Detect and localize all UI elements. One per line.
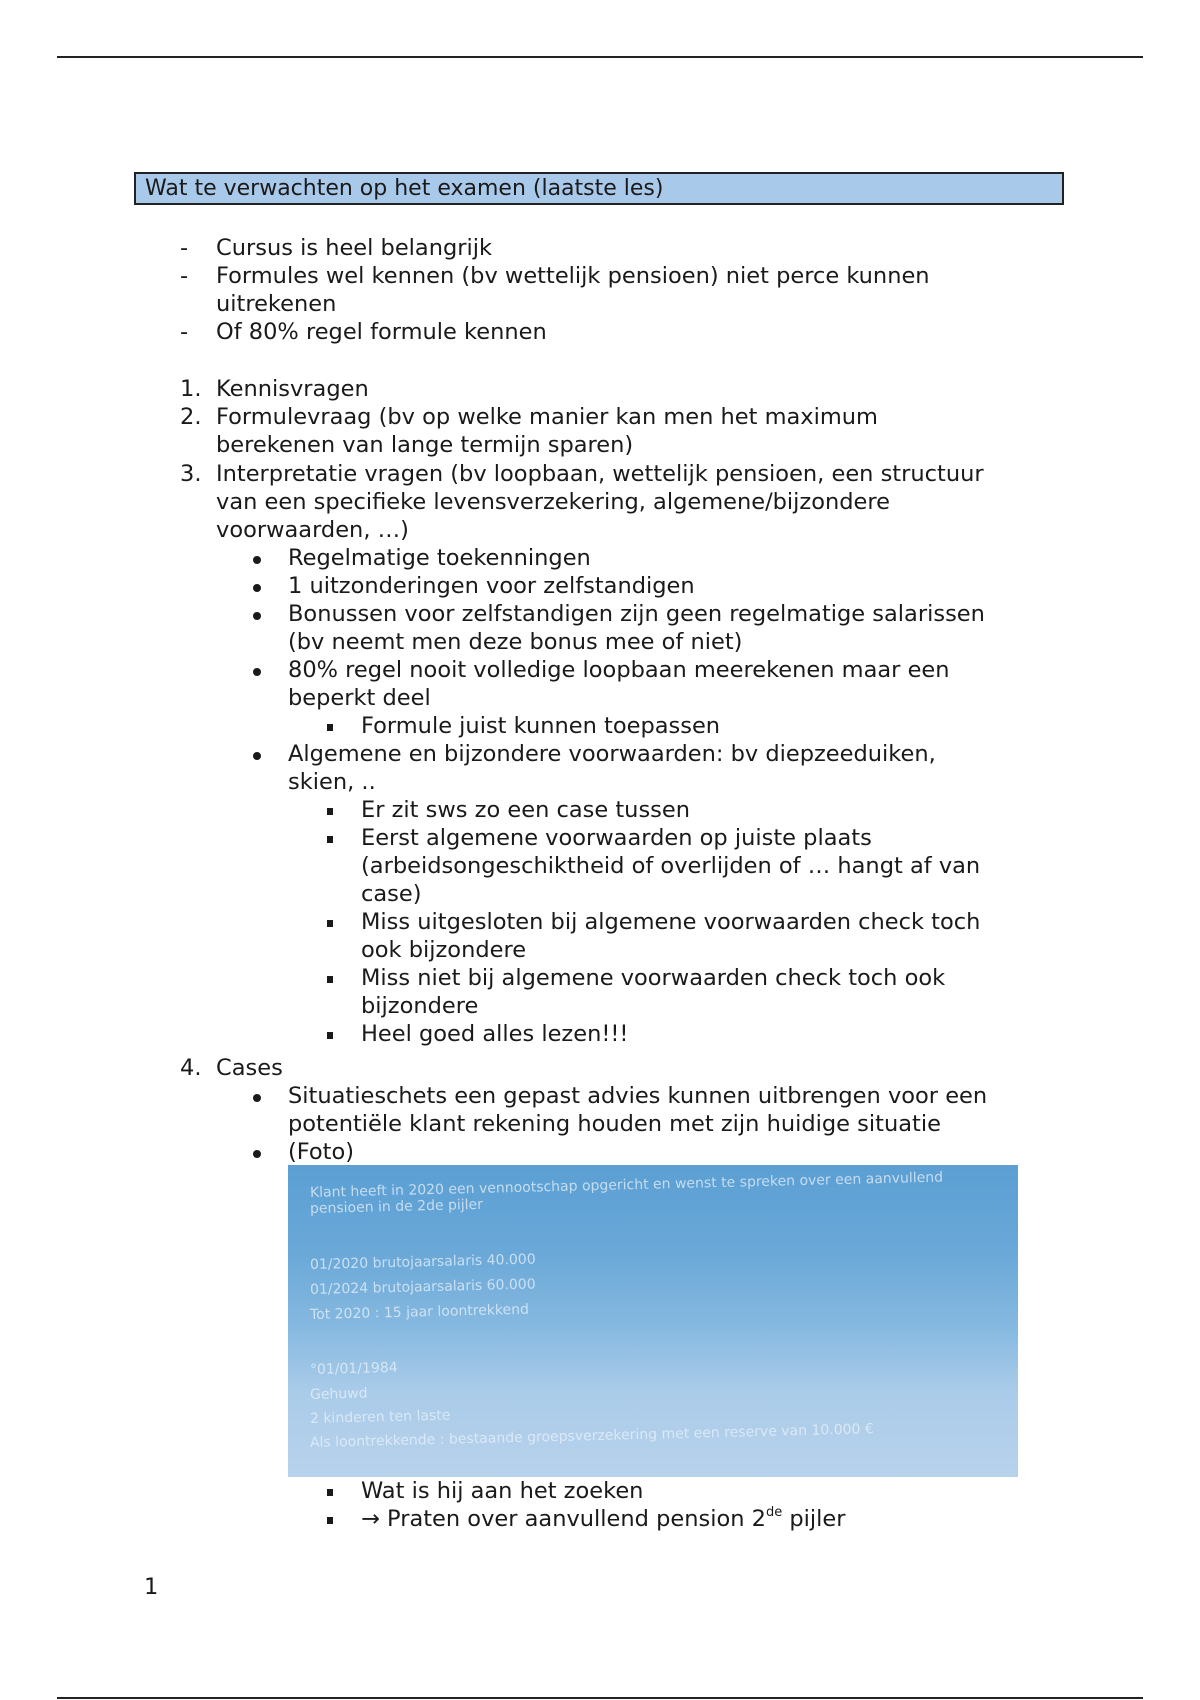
bullet-dot <box>253 612 261 620</box>
square-bullet <box>327 976 333 983</box>
bullet-item-cont: potentiële klant rekening houden met zijn huidige situatie <box>288 1111 941 1137</box>
sub-bullet-item-cont: case) <box>361 881 422 907</box>
photo-text-line: 2 kinderen ten laste <box>309 1407 451 1427</box>
bullet-dot <box>253 584 261 592</box>
bullet-item: Algemene en bijzondere voorwaarden: bv diepzeeduiken, <box>288 741 936 767</box>
bullet-item: Bonussen voor zelfstandigen zijn geen regelmatige salarissen <box>288 601 985 627</box>
photo-text-line: Als loontrekkende : bestaande groepsverzekering met een reserve van 10.000 € <box>309 1421 875 1451</box>
dash-item: Of 80% regel formule kennen <box>216 319 547 345</box>
photo-text-line: °01/01/1984 <box>309 1359 398 1378</box>
list-number-3: 3. <box>180 461 202 487</box>
bullet-item: Situatieschets een gepast advies kunnen uitbrengen voor een <box>288 1083 988 1109</box>
top-rule <box>57 56 1143 58</box>
sub-bullet-item: Formule juist kunnen toepassen <box>361 713 721 739</box>
photo-text-line: 01/2024 brutojaarsalaris 60.000 <box>309 1276 536 1298</box>
sub-bullet-text: Praten over aanvullend pension 2 <box>387 1506 766 1532</box>
bottom-rule <box>57 1697 1143 1699</box>
square-bullet <box>327 920 333 927</box>
dash-item-cont: uitrekenen <box>216 291 337 317</box>
list-number-2: 2. <box>180 404 202 430</box>
numbered-item: Formulevraag (bv op welke manier kan men het maximum <box>216 404 878 430</box>
sub-bullet-item: Wat is hij aan het zoeken <box>361 1478 644 1504</box>
numbered-item: Interpretatie vragen (bv loopbaan, wettelijk pensioen, een structuur <box>216 461 984 487</box>
superscript: de <box>765 1504 783 1520</box>
sub-bullet-item: Eerst algemene voorwaarden op juiste plaats <box>361 825 872 851</box>
section-heading: Wat te verwachten op het examen (laatste les) <box>134 172 1064 205</box>
bullet-dot <box>253 752 261 760</box>
sub-bullet-item-cont: (arbeidsongeschiktheid of overlijden of … hangt af van <box>361 853 981 879</box>
numbered-item: Cases <box>216 1055 283 1081</box>
photo-text-line: 01/2020 brutojaarsalaris 40.000 <box>309 1251 536 1273</box>
bullet-item: 80% regel nooit volledige loopbaan meerekenen maar een <box>288 657 950 683</box>
arrow-icon: → <box>361 1506 380 1532</box>
sub-bullet-item: Er zit sws zo een case tussen <box>361 797 690 823</box>
bullet-item: (Foto) <box>288 1139 355 1165</box>
list-number-4: 4. <box>180 1055 202 1081</box>
bullet-item: 1 uitzonderingen voor zelfstandigen <box>288 573 695 599</box>
list-number-1: 1. <box>180 376 202 402</box>
square-bullet <box>327 724 333 731</box>
sub-bullet-item-cont: bijzondere <box>361 993 479 1019</box>
dash-item: Cursus is heel belangrijk <box>216 235 493 261</box>
sub-bullet-item: Heel goed alles lezen!!! <box>361 1021 629 1047</box>
sub-bullet-tail: pijler <box>782 1506 846 1532</box>
case-photo <box>288 1165 1018 1477</box>
photo-text-line: Gehuwd <box>309 1385 368 1403</box>
sub-bullet-item-cont: ook bijzondere <box>361 937 527 963</box>
numbered-item-cont: berekenen van lange termijn sparen) <box>216 432 634 458</box>
square-bullet <box>327 1489 333 1496</box>
page-number: 1 <box>144 1574 159 1600</box>
bullet-dot <box>253 1150 261 1158</box>
dash-item: Formules wel kennen (bv wettelijk pensioen) niet perce kunnen <box>216 263 930 289</box>
sub-bullet-item <box>361 1505 845 1533</box>
square-bullet <box>327 1517 333 1524</box>
bullet-item: Regelmatige toekenningen <box>288 545 591 571</box>
square-bullet <box>327 836 333 843</box>
numbered-item-cont: van een specifieke levensverzekering, algemene/bijzondere <box>216 489 890 515</box>
square-bullet <box>327 808 333 815</box>
dash-marker: - <box>180 235 189 261</box>
sub-bullet-item: Miss uitgesloten bij algemene voorwaarden check toch <box>361 909 981 935</box>
photo-text-line: Klant heeft in 2020 een vennootschap opgericht en wenst te spreken over een aanvullend <box>309 1169 944 1201</box>
bullet-dot <box>253 1094 261 1102</box>
bullet-dot <box>253 668 261 676</box>
sub-bullet-item: Miss niet bij algemene voorwaarden check toch ook <box>361 965 946 991</box>
numbered-item: Kennisvragen <box>216 376 369 402</box>
bullet-item-cont: (bv neemt men deze bonus mee of niet) <box>288 629 743 655</box>
square-bullet <box>327 1032 333 1039</box>
photo-text-line: pensioen in de 2de pijler <box>309 1196 484 1217</box>
dash-marker: - <box>180 319 189 345</box>
bullet-dot <box>253 556 261 564</box>
bullet-item-cont: skien, .. <box>288 769 376 795</box>
photo-text-line: Tot 2020 : 15 jaar loontrekkend <box>309 1301 530 1323</box>
bullet-item-cont: beperkt deel <box>288 685 431 711</box>
dash-marker: - <box>180 263 189 289</box>
numbered-item-cont: voorwaarden, …) <box>216 517 409 543</box>
